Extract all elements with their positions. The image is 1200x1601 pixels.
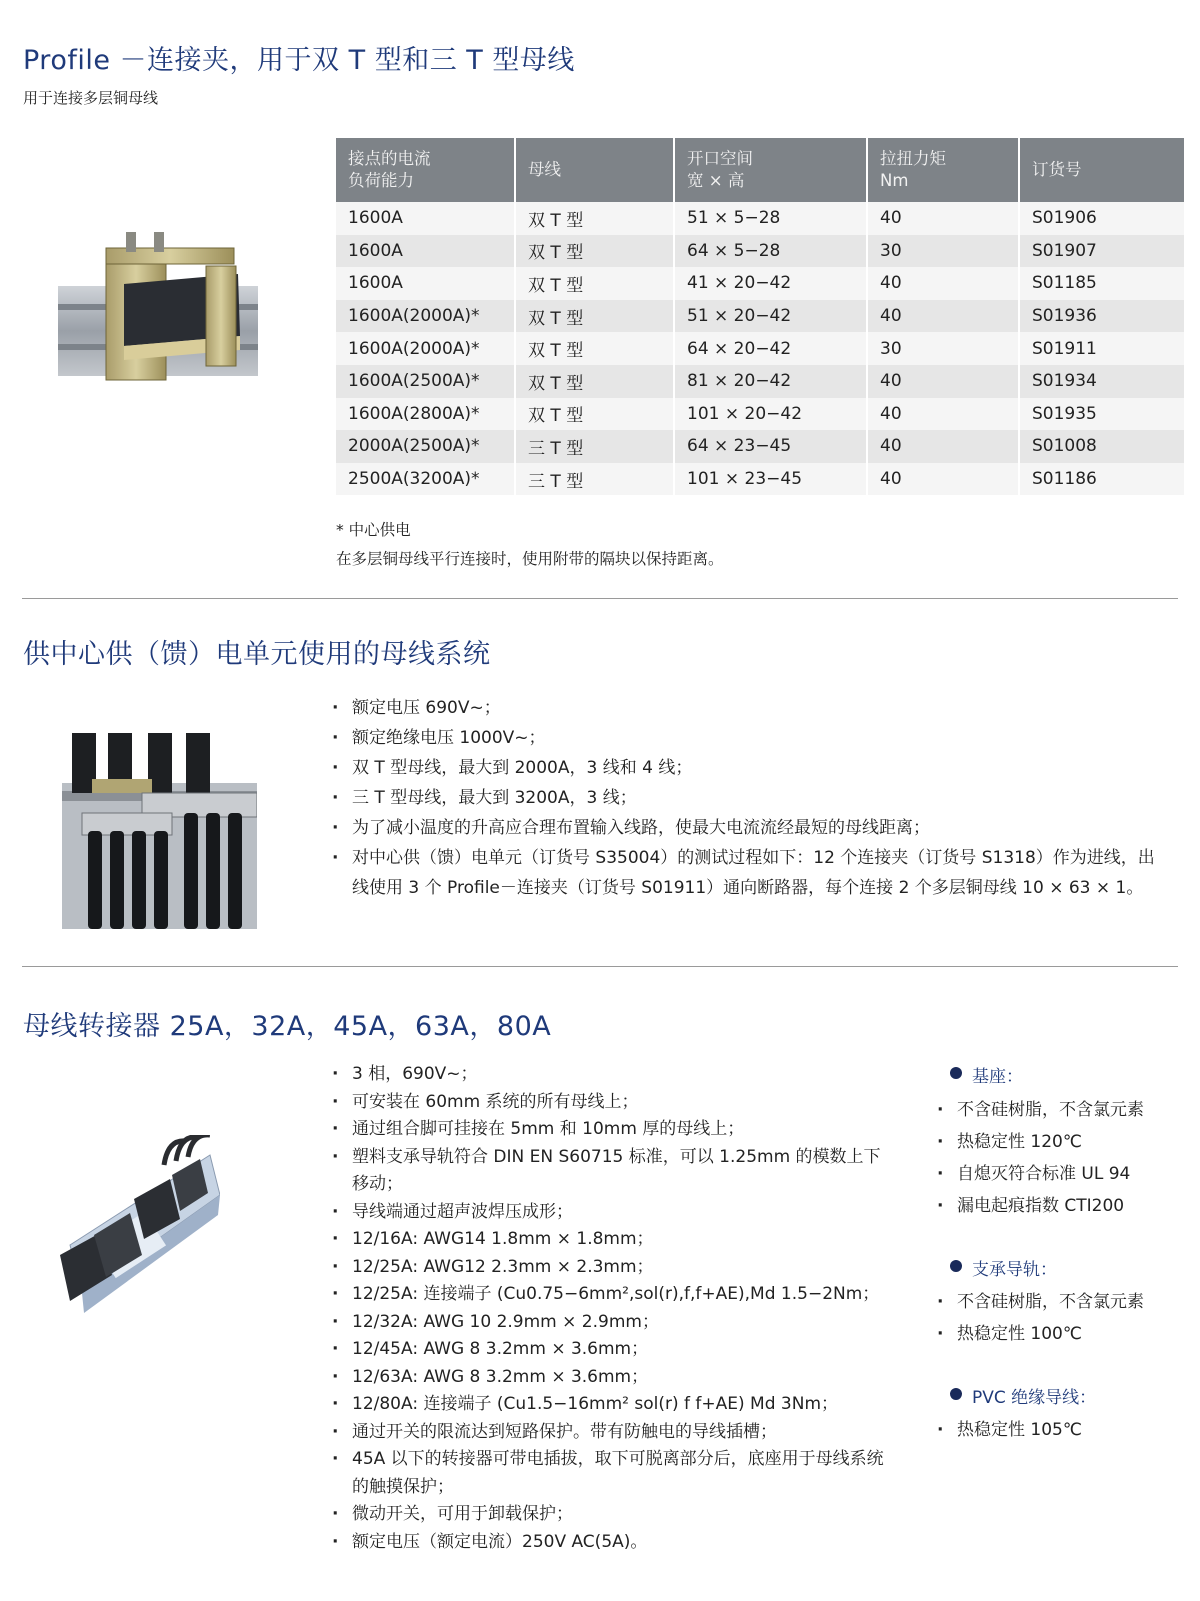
- list-item: · 自熄灭符合标准 UL 94: [935, 1158, 1175, 1190]
- table-row: 2500A(3200A)* 三 T 型 101 × 23−45 40 S01186: [336, 463, 1184, 496]
- header-current-capacity: 接点的电流 负荷能力: [336, 138, 515, 202]
- list-item: · 对中心供（馈）电单元（订货号 S35004）的测试过程如下：12 个连接夹（订货号 S1318）作为进线，出线使用 3 个 Profile－连接夹（订货号 S01911）通向断路器，每个连接 2 个多层铜母线 10 × 63 × 1。: [330, 843, 1170, 903]
- header-opening-space: 开口空间 宽 × 高: [674, 138, 867, 202]
- base-spec-list: [935, 1094, 1175, 1222]
- bullet-dot-icon: [950, 1067, 962, 1079]
- list-item: · 三 T 型母线，最大到 3200A，3 线；: [330, 783, 1170, 813]
- footnote-center-feed: * 中心供电: [336, 521, 411, 539]
- section1-title: Profile －连接夹，用于双 T 型和三 T 型母线: [23, 45, 575, 76]
- list-item: · 双 T 型母线，最大到 2000A，3 线和 4 线；: [330, 753, 1170, 783]
- list-item: · 通过开关的限流达到短路保护。带有防触电的导线插槽；: [330, 1419, 890, 1447]
- rail-spec-list: [935, 1286, 1175, 1350]
- list-item: · 不含硅树脂，不含氯元素: [935, 1286, 1175, 1318]
- profile-clamp-image: [58, 226, 258, 386]
- bullet-dot-icon: [950, 1260, 962, 1272]
- list-item: · 塑料支承导轨符合 DIN EN S60715 标准，可以 1.25mm 的模数上下移动；: [330, 1144, 890, 1199]
- section2-feature-list: [330, 693, 1170, 903]
- section-divider: [22, 598, 1178, 599]
- section1-subtitle: 用于连接多层铜母线: [23, 89, 159, 107]
- list-item: · 45A 以下的转接器可带电插拔，取下可脱离部分后，底座用于母线系统的触摸保护；: [330, 1446, 890, 1501]
- list-item: · 12/63A: AWG 8 3.2mm × 3.6mm；: [330, 1364, 890, 1392]
- base-heading: 基座：: [950, 1062, 1023, 1087]
- list-item: · 热稳定性 105℃: [935, 1414, 1175, 1446]
- feed-unit-image: [62, 733, 257, 929]
- pvc-heading: PVC 绝缘导线：: [950, 1383, 1096, 1408]
- list-item: · 额定绝缘电压 1000V~；: [330, 723, 1170, 753]
- table-row: 1600A 双 T 型 41 × 20−42 40 S01185: [336, 267, 1184, 300]
- list-item: · 额定电压 690V~；: [330, 693, 1170, 723]
- list-item: · 12/16A: AWG14 1.8mm × 1.8mm；: [330, 1226, 890, 1254]
- list-item: · 热稳定性 100℃: [935, 1318, 1175, 1350]
- list-item: · 额定电压（额定电流）250V AC(5A)。: [330, 1529, 890, 1557]
- list-item: · 导线端通过超声波焊压成形；: [330, 1199, 890, 1227]
- list-item: · 热稳定性 120℃: [935, 1126, 1175, 1158]
- section3-title: 母线转接器 25A，32A，45A，63A，80A: [23, 1011, 552, 1042]
- header-order-number: 订货号: [1019, 138, 1184, 202]
- busbar-adapter-image: [60, 1135, 220, 1317]
- section-divider: [22, 966, 1178, 967]
- list-item: · 3 相，690V~；: [330, 1061, 890, 1089]
- table-header-row: [336, 138, 1184, 202]
- header-busbar: 母线: [515, 138, 674, 202]
- list-item: · 12/25A: 连接端子 (Cu0.75−6mm²,sol(r),f,f+AE),Md 1.5−2Nm；: [330, 1281, 890, 1309]
- list-item: · 12/80A: 连接端子 (Cu1.5−16mm² sol(r) f f+AE) Md 3Nm；: [330, 1391, 890, 1419]
- list-item: · 不含硅树脂，不含氯元素: [935, 1094, 1175, 1126]
- list-item: · 通过组合脚可挂接在 5mm 和 10mm 厚的母线上；: [330, 1116, 890, 1144]
- table-row: 2000A(2500A)* 三 T 型 64 × 23−45 40 S01008: [336, 430, 1184, 463]
- table-row: 1600A(2500A)* 双 T 型 81 × 20−42 40 S01934: [336, 365, 1184, 398]
- table-row: 1600A 双 T 型 64 × 5−28 30 S01907: [336, 235, 1184, 268]
- header-torque: 拉扭力矩 Nm: [867, 138, 1019, 202]
- section2-title: 供中心供（馈）电单元使用的母线系统: [23, 639, 491, 670]
- list-item: · 微动开关，可用于卸载保护；: [330, 1501, 890, 1529]
- table-row: 1600A(2800A)* 双 T 型 101 × 20−42 40 S01935: [336, 398, 1184, 431]
- list-item: · 可安装在 60mm 系统的所有母线上；: [330, 1089, 890, 1117]
- list-item: · 12/25A: AWG12 2.3mm × 2.3mm；: [330, 1254, 890, 1282]
- list-item: · 为了减小温度的升高应合理布置输入线路，使最大电流流经最短的母线距离；: [330, 813, 1170, 843]
- table-row: 1600A(2000A)* 双 T 型 64 × 20−42 30 S01911: [336, 332, 1184, 365]
- pvc-spec-list: [935, 1414, 1175, 1446]
- bullet-dot-icon: [950, 1388, 962, 1400]
- table-row: 1600A(2000A)* 双 T 型 51 × 20−42 40 S01936: [336, 300, 1184, 333]
- list-item: · 12/32A: AWG 10 2.9mm × 2.9mm；: [330, 1309, 890, 1337]
- list-item: · 漏电起痕指数 CTI200: [935, 1190, 1175, 1222]
- section3-feature-list: [330, 1061, 890, 1556]
- rail-heading: 支承导轨：: [950, 1255, 1057, 1280]
- list-item: · 12/45A: AWG 8 3.2mm × 3.6mm；: [330, 1336, 890, 1364]
- clamp-spec-table: [336, 138, 1184, 495]
- footnote-spacer: 在多层铜母线平行连接时，使用附带的隔块以保持距离。: [336, 550, 724, 568]
- table-row: 1600A 双 T 型 51 × 5−28 40 S01906: [336, 202, 1184, 235]
